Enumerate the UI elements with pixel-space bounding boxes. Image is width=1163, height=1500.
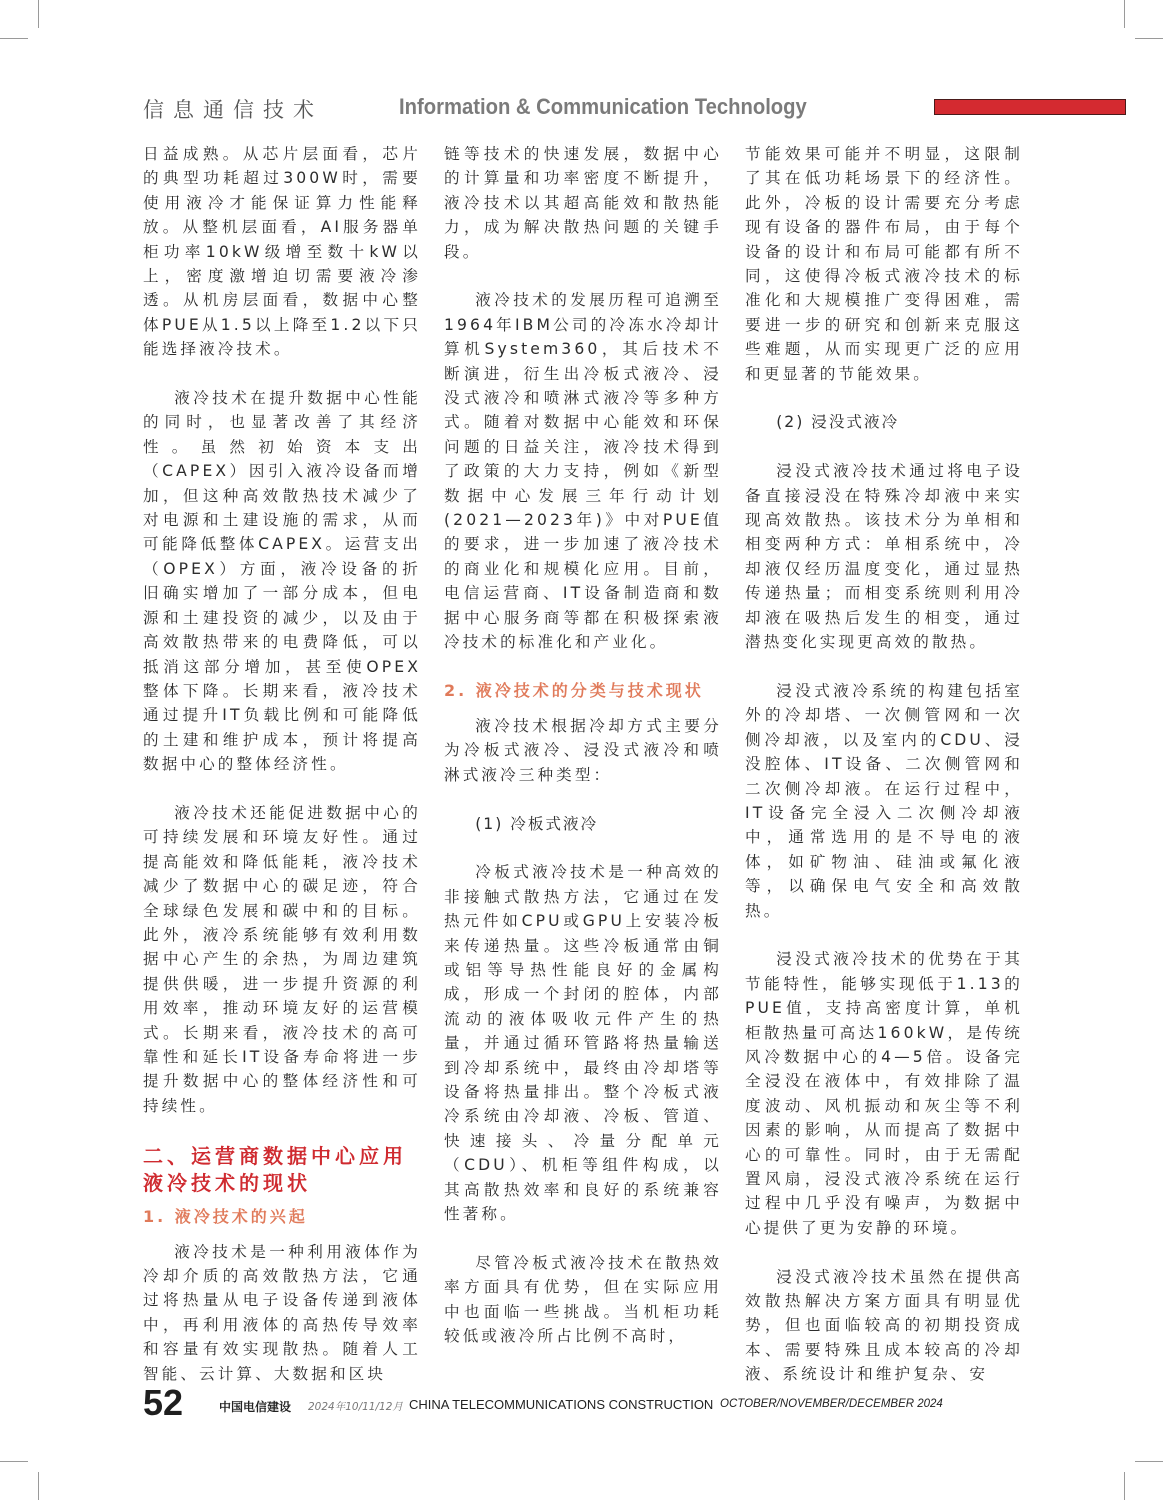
crop-mark-top-right-h: [1135, 38, 1163, 39]
page-number: 52: [143, 1382, 184, 1423]
text-column-2: [444, 142, 722, 1373]
running-header: [143, 92, 1143, 126]
text-column-3: [745, 142, 1023, 1411]
issue-date-cn: 2024年10/11/12月: [308, 1401, 403, 1413]
paragraph: 冷板式液冷技术是一种高效的非接触式散热方法，它通过在发热元件如CPU或GPU上安装冷板来传递热量。这些冷板通常由铜或铝等导热性能良好的金属构成，形成一个封闭的腔体，内部流动的液体吸收元件产生的热量，并通过循环管路将热量输送到冷却系统中，最终由冷却塔等设备将热量排出。整个冷板式液冷系统由冷却液、冷板、管道、快速接头、冷量分配单元（CDU）、机柜等组件构成，以其高散热效率和良好的系统兼容性著称。: [444, 863, 722, 1223]
paragraph: 液冷技术还能促进数据中心的可持续发展和环境友好性。通过提高能效和降低能耗，液冷技术减少了数据中心的碳足迹，符合全球绿色发展和碳中和的目标。此外，液冷系统能够有效利用数据中心产生的余热，为周边建筑提供供暖，进一步提升资源的利用效率，推动环境友好的运营模式。长期来看，液冷技术的高可靠性和延长IT设备寿命将进一步提升数据中心的整体经济性和可持续性。: [143, 803, 421, 1115]
paragraph: 尽管冷板式液冷技术在散热效率方面具有优势，但在实际应用中也面临一些挑战。当机柜功耗较低或液冷所占比例不高时，: [444, 1253, 722, 1346]
crop-mark-bottom-left-v: [38, 1472, 39, 1500]
crop-mark-bottom-left-h: [0, 1461, 28, 1462]
magazine-name-cn: 中国电信建设: [219, 1400, 292, 1414]
item-heading: (2) 浸没式液冷: [776, 413, 900, 432]
paragraph: 链等技术的快速发展，数据中心的计算量和功率密度不断提升，液冷技术以其超高能效和散热能力，成为解决散热问题的关键手段。: [444, 145, 722, 261]
subsection-heading: 2. 液冷技术的分类与技术现状: [444, 680, 704, 700]
magazine-name-en: CHINA TELECOMMUNICATIONS CONSTRUCTION: [409, 1397, 714, 1412]
section-heading: 二、运营商数据中心应用液冷技术的现状: [143, 1143, 407, 1195]
crop-mark-top-left-h: [0, 38, 28, 39]
crop-mark-top-right-v: [1124, 0, 1125, 28]
paragraph: 浸没式液冷技术虽然在提供高效散热解决方案方面具有明显优势，但也面临较高的初期投资成本、需要特殊且成本较高的冷却液、系统设计和维护复杂、安: [745, 1267, 1023, 1384]
item-heading: (1) 冷板式液冷: [475, 814, 599, 833]
paragraph: 日益成熟。从芯片层面看，芯片的典型功耗超过300W时，需要使用液冷才能保证算力性能释放。从整机层面看，AI服务器单柜功率10kW级增至数十kW以上，密度激增迫切需要液冷渗透。从机房层面看，数据中心整体PUE从1.5以上降至1.2以下只能选择液冷技术。: [143, 145, 421, 359]
paragraph: 浸没式液冷系统的构建包括室外的冷却塔、一次侧管网和一次侧冷却液，以及室内的CDU、浸没腔体、IT设备、二次侧管网和二次侧冷却液。在运行过程中，IT设备完全浸入二次侧冷却液中，通常选用的是不导电的液体，如矿物油、硅油或氟化液等，以确保电气安全和高效散热。: [745, 681, 1023, 920]
issue-date-en: OCTOBER/NOVEMBER/DECEMBER 2024: [720, 1398, 943, 1410]
paragraph: 液冷技术根据冷却方式主要分为冷板式液冷、浸没式液冷和喷淋式液冷三种类型：: [444, 716, 722, 784]
paragraph: 液冷技术是一种利用液体作为冷却介质的高效散热方法，它通过将热量从电子设备传递到液体中，再利用液体的高热传导效率和容量有效实现散热。随着人工智能、云计算、大数据和区块: [143, 1242, 421, 1383]
accent-bar: [934, 99, 1126, 115]
subsection-heading: 1. 液冷技术的兴起: [143, 1206, 308, 1226]
paragraph: 节能效果可能并不明显，这限制了其在低功耗场景下的经济性。此外，冷板的设计需要充分考虑现有设备的器件布局，由于每个设备的设计和布局可能都有所不同，这使得冷板式液冷技术的标准化和大规模推广变得困难，需要进一步的研究和创新来克服这些难题，从而实现更广泛的应用和更显著的节能效果。: [745, 145, 1023, 383]
text-column-1: [143, 142, 421, 1410]
crop-mark-top-left-v: [38, 0, 39, 28]
paragraph: 液冷技术的发展历程可追溯至1964年IBM公司的冷冻水冷却计算机System360，其后技术不断演进，衍生出冷板式液冷、浸没式液冷和喷淋式液冷等多种方式。随着对数据中心能效和环保问题的日益关注，液冷技术得到了政策的大力支持，例如《新型数据中心发展三年行动计划(2021—2023年)》中对PUE值的要求，进一步加速了液冷技术的商业化和规模化应用。目前，电信运营商、IT设备制造商和数据中心服务商等都在积极探索液冷技术的标准化和产业化。: [444, 291, 722, 652]
paragraph: 浸没式液冷技术的优势在于其节能特性，能够实现低于1.13的PUE值，支持高密度计算，单机柜散热量可高达160kW，是传统风冷数据中心的4—5倍。设备完全浸没在液体中，有效排除了温度波动、风机振动和灰尘等不利因素的影响，从而提高了数据中心的可靠性。同时，由于无需配置风扇，浸没式液冷系统在运行过程中几乎没有噪声，为数据中心提供了更为安静的环境。: [745, 950, 1023, 1237]
crop-mark-bottom-right-h: [1135, 1461, 1163, 1462]
crop-mark-bottom-right-v: [1124, 1472, 1125, 1500]
section-title-cn: 信息通信技术: [143, 98, 323, 122]
paragraph: 液冷技术在提升数据中心性能的同时，也显著改善了其经济性。虽然初始资本支出（CAPEX）因引入液冷设备而增加，但这种高效散热技术减少了对电源和土建设施的需求，从而可能降低整体CAPEX。运营支出（OPEX）方面，液冷设备的折旧确实增加了一部分成本，但电源和土建投资的减少，以及由于高效散热带来的电费降低，可以抵消这部分增加，甚至使OPEX整体下降。长期来看，液冷技术通过提升IT负载比例和可能降低的土建和维护成本，预计将提高数据中心的整体经济性。: [143, 389, 421, 774]
page-footer: [143, 1382, 1043, 1422]
section-title-en: Information & Communication Technology: [399, 94, 807, 119]
paragraph: 浸没式液冷技术通过将电子设备直接浸没在特殊冷却液中来实现高效散热。该技术分为单相和相变两种方式：单相系统中，冷却液仅经历温度变化，通过显热传递热量；而相变系统则利用冷却液在吸热后发生的相变，通过潜热变化实现更高效的散热。: [745, 462, 1023, 652]
